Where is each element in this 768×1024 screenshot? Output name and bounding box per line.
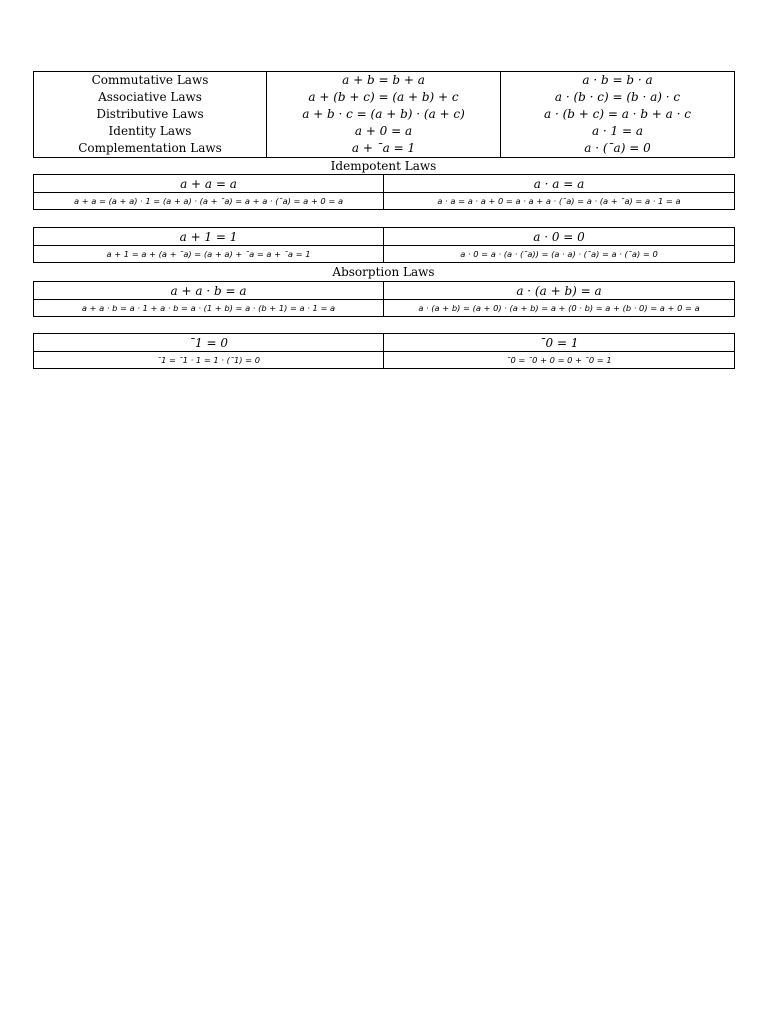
law-formula: a · (b + c) = a · b + a · c [543, 107, 691, 121]
complement-one-proof: ¯1 = ¯1 · 1 = 1 · (¯1) = 0 [34, 352, 384, 369]
idempotent-product-proof: a · a = a · a + 0 = a · a + a · (¯a) = a · (a + ¯a) = a · 1 = a [384, 193, 735, 210]
law-formula: a · b = b · a [582, 73, 653, 87]
law-name: Commutative Laws [91, 73, 209, 87]
law-formula: a + ¯a = 1 [351, 141, 416, 155]
law-names-column [34, 72, 267, 158]
complement-one-title: ¯1 = 0 [34, 334, 384, 352]
bound-sum-proof: a + 1 = a + (a + ¯a) = (a + a) + ¯a = a + ¯a = 1 [34, 246, 384, 263]
law-name: Identity Laws [108, 124, 192, 138]
law-formula: a + (b + c) = (a + b) + c [308, 90, 459, 104]
law-name: Complementation Laws [78, 141, 222, 155]
absorption-laws-table [33, 281, 735, 317]
idempotent-product-title: a · a = a [384, 175, 735, 193]
absorption-product-proof: a · (a + b) = (a + 0) · (a + b) = a + (0 · b) = a + (b · 0) = a + 0 = a [384, 300, 735, 317]
idempotent-laws-table [33, 174, 735, 210]
law-formula: a · (b · c) = (b · a) · c [554, 90, 681, 104]
law-formula: a + 0 = a [354, 124, 413, 138]
law-formula: a + b = b + a [342, 73, 425, 87]
idempotent-sum-title: a + a = a [34, 175, 384, 193]
bound-sum-title: a + 1 = 1 [34, 228, 384, 246]
complement-zero-title: ¯0 = 1 [384, 334, 735, 352]
absorption-sum-title: a + a · b = a [34, 282, 384, 300]
law-name: Associative Laws [98, 90, 202, 104]
law-name: Distributive Laws [96, 107, 204, 121]
idempotent-laws-heading: Idempotent Laws [330, 159, 437, 173]
sum-laws-column [267, 72, 501, 158]
law-formula: a · (¯a) = 0 [584, 141, 651, 155]
bound-product-proof: a · 0 = a · (a · (¯a)) = (a · a) · (¯a) = a · (¯a) = 0 [384, 246, 735, 263]
absorption-laws-heading: Absorption Laws [332, 265, 435, 279]
complement-constants-table [33, 333, 735, 369]
product-laws-column [501, 72, 735, 158]
law-formula: a · 1 = a [591, 124, 644, 138]
bound-product-title: a · 0 = 0 [384, 228, 735, 246]
absorption-product-title: a · (a + b) = a [384, 282, 735, 300]
law-formula: a + b · c = (a + b) · (a + c) [302, 107, 465, 121]
boolean-laws-table [33, 71, 735, 158]
idempotent-sum-proof: a + a = (a + a) · 1 = (a + a) · (a + ¯a) = a + a · (¯a) = a + 0 = a [34, 193, 384, 210]
complement-zero-proof: ¯0 = ¯0 + 0 = 0 + ¯0 = 1 [384, 352, 735, 369]
bound-laws-table [33, 227, 735, 263]
absorption-sum-proof: a + a · b = a · 1 + a · b = a · (1 + b) = a · (b + 1) = a · 1 = a [34, 300, 384, 317]
